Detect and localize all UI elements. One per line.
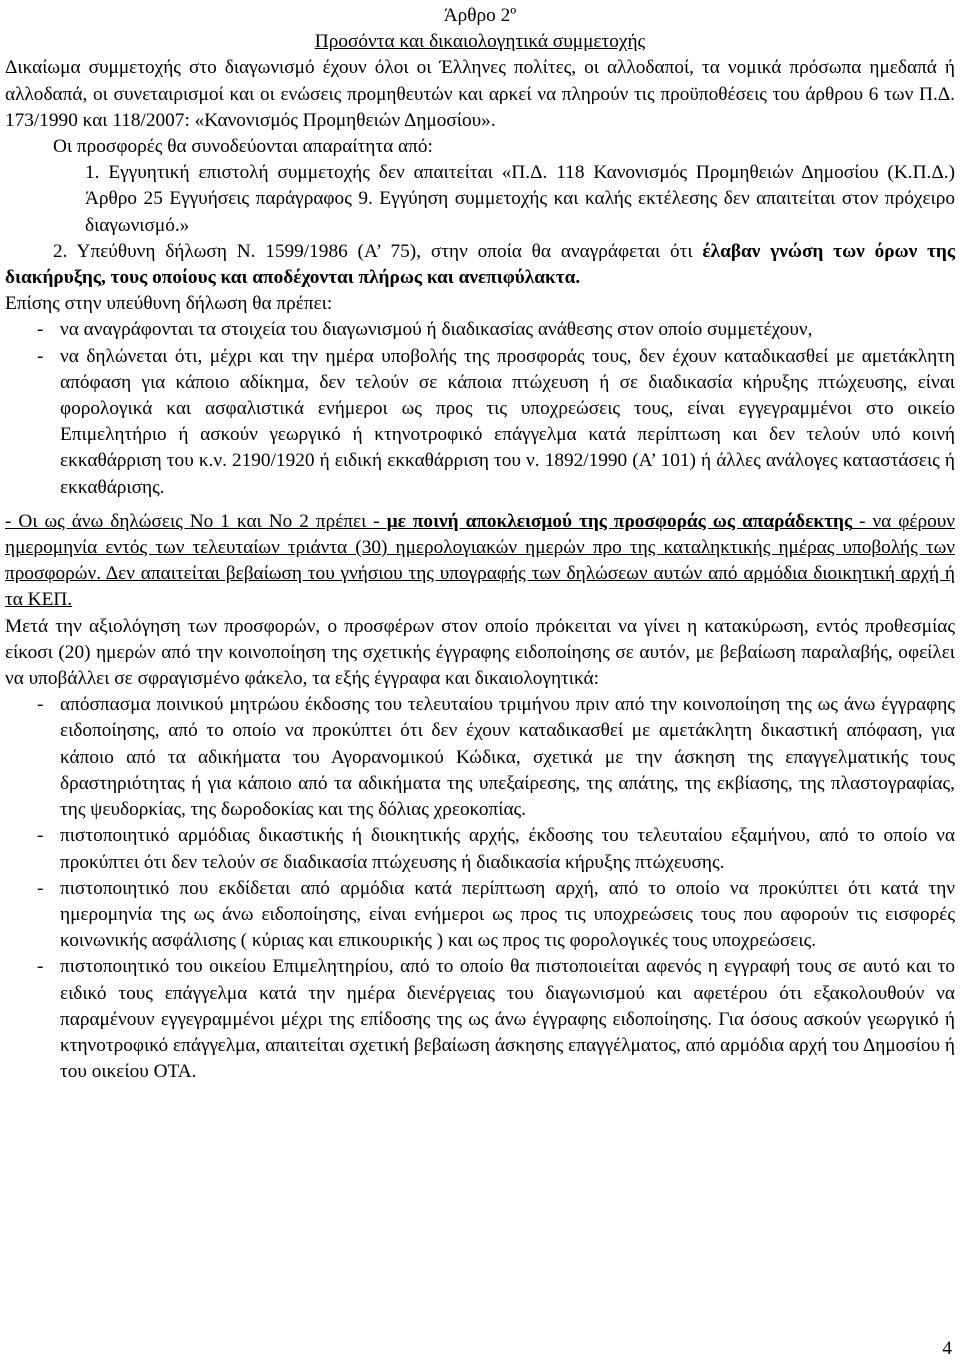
declaration-lead: Επίσης στην υπεύθυνη δήλωση θα πρέπει:	[5, 293, 333, 315]
award-item	[5, 823, 955, 875]
dash-marker: -	[37, 345, 44, 367]
award-item-text: πιστοποιητικό αρμόδιας δικαστικής ή διοικητικής αρχής, έκδοσης του τελευταίου εξαμήνου, από το οποίο να προκύπτει ότι δεν τελούν σε διαδικασία πτώχευσης ή διαδικασία κήρυξης πτώχευσης.	[60, 825, 955, 873]
article-title: Άρθρο 2º	[443, 5, 517, 26]
penalty-paragraph	[5, 509, 955, 614]
award-item-text: πιστοποιητικό που εκδίδεται από αρμόδια κατά περίπτωση αρχή, από το οποίο να προκύπτει ότι κατά την ημερομηνία της ως άνω ειδοποίησης, είναι ενήμεροι ως προς τις υποχρεώσεις τους που αφορούν τις εισφορές κοινωνικής ασφάλισης ( κύριας και επικουρικής ) και ως προς τις φορολογικές τους υποχρεώσεις.	[60, 877, 955, 952]
award-item-text: πιστοποιητικό του οικείου Επιμελητηρίου, από το οποίο θα πιστοποιείται αφενός η εγγραφή τους σε αυτό και το ειδικό τους επάγγελμα κατά την ημέρα διενέργειας του διαγωνισμού και αφετέρου ότι εξακολουθούν να παραμένουν εγγεγραμμένοι μέχρι της επίδοσης της ως άνω έγγραφης ειδοποίησης. Για όσους ασκούν γεωργικό ή κτηνοτροφικό επάγγελμα, απαιτείται σχετική βεβαίωση άσκησης επαγγέλματος, από αρμόδια αρχή του Δημοσίου ή του οικείου ΟΤΑ.	[60, 956, 955, 1083]
requirement-1	[5, 160, 955, 239]
penalty-text-1: - Οι ως άνω δηλώσεις Νο 1 και Νο 2 πρέπει -	[5, 510, 387, 532]
page-number: 4	[942, 1338, 952, 1359]
award-item-text: απόσπασμα ποινικού μητρώου έκδοσης του τελευταίου τριμήνου πριν από την κοινοποίηση της ως άνω έγγραφης ειδοποίησης, από το οποίο να προκύπτει ότι δεν έχουν καταδικασθεί με αμετάκλητη δικαστική απόφαση, για κάποιο από τα αδικήματα του Αγορανομικού Κώδικα, σχετικά με την άσκηση της επαγγελματικής τους δραστηριότητας ή για κάποιο από τα αδικήματα της υπεξαίρεσης, της απάτης, της εκβίασης, της πλαστογραφίας, της ψευδορκίας, της δωροδοκίας και της δόλιας χρεοκοπίας.	[60, 694, 955, 821]
document-page	[5, 3, 955, 1085]
dash-marker: -	[37, 825, 44, 847]
declaration-item-text: να αναγράφονται τα στοιχεία του διαγωνισμού ή διαδικασίας ανάθεσης στον οποίο συμμετέχουν,	[60, 319, 813, 341]
dash-marker: -	[37, 956, 44, 978]
award-item	[5, 954, 955, 1085]
dash-marker: -	[37, 877, 44, 899]
declaration-item	[5, 344, 955, 501]
intro-paragraph: Δικαίωμα συμμετοχής στο διαγωνισμό έχουν όλοι οι Έλληνες πολίτες, οι αλλοδαποί, τα νομικά πρόσωπα ημεδαπά ή αλλοδαπά, οι συνεταιρισμοί και οι ενώσεις προμηθευτών και αρκεί να πληρούν τις προϋποθέσεις του άρθρου 6 των Π.Δ. 173/1990 και 118/2007: «Κανονισμός Προμηθειών Δημοσίου».	[5, 57, 955, 131]
penalty-text-2: - να φέρουν ημερομηνία εντός των τελευταίων τριάντα (30) ημερολογιακών ημερών προ της καταληκτικής ημέρας υποβολής των προσφορών. Δεν απαιτείται βεβαίωση του γνήσιου της υπογραφής των δηλώσεων αυτών από αρμόδια διοικητική αρχή ή τα ΚΕΠ.	[5, 510, 955, 611]
award-item	[5, 876, 955, 955]
article-subtitle: Προσόντα και δικαιολογητικά συμμετοχής	[314, 31, 646, 53]
dash-marker: -	[37, 694, 44, 716]
offers-lead: Οι προσφορές θα συνοδεύονται απαραίτητα από:	[53, 136, 433, 158]
declaration-item-text: να δηλώνεται ότι, μέχρι και την ημέρα υποβολής της προσφοράς τους, δεν έχουν καταδικασθεί με αμετάκλητη απόφαση για κάποιο αδίκημα, δεν τελούν σε κάποια πτώχευση ή σε διαδικασία κήρυξης πτώχευσης, είναι φορολογικά και ασφαλιστικά ενήμεροι ως προς τις υποχρεώσεις τους, είναι εγγεγραμμένοι στο οικείο Επιμελητήριο ή ασκούν γεωργικό ή κτηνοτροφικό επάγγελμα κατά περίπτωση και δεν τελούν υπό κοινή εκκαθάρριση του κ.ν. 2190/1920 ή ειδική εκκαθάρριση του ν. 1892/1990 (Α’ 101) ή άλλες ανάλογες καταστάσεις ή εκκαθάρισης.	[60, 345, 955, 498]
requirement-2	[5, 239, 955, 291]
requirement-2-bold: έλαβαν γνώση των όρων της διακήρυξης, τους οποίους και αποδέχονται πλήρως και ανεπιφύλακτα.	[5, 240, 956, 289]
requirement-2-text: 2. Υπεύθυνη δήλωση Ν. 1599/1986 (Α’ 75), στην οποία θα αναγράφεται ότι	[53, 240, 703, 262]
requirement-1-text: 1. Εγγυητική επιστολή συμμετοχής δεν απαιτείται «Π.Δ. 118 Κανονισμός Προμηθειών Δημοσίου (Κ.Π.Δ.) Άρθρο 25 Εγγυήσεις παράγραφος 9. Εγγύηση συμμετοχής και καλής εκτέλεσης δεν απαιτείται στον πρόχειρο διαγωνισμό.»	[85, 162, 955, 236]
dash-marker: -	[37, 319, 44, 341]
award-item	[5, 692, 955, 823]
award-lead: Μετά την αξιολόγηση των προσφορών, ο προσφέρων στον οποίο πρόκειται να γίνει η κατακύρωση, εντός προθεσμίας είκοσι (20) ημερών από την κοινοποίηση της σχετικής έγγραφης ειδοποίησης σε αυτόν, με βεβαίωση παραλαβής, οφείλει να υποβάλλει σε σφραγισμένο φάκελο, τα εξής έγγραφα και δικαιολογητικά:	[5, 615, 955, 690]
penalty-bold: με ποινή αποκλεισμού της προσφοράς ως απαράδεκτης	[386, 510, 853, 532]
declaration-item	[5, 317, 955, 343]
